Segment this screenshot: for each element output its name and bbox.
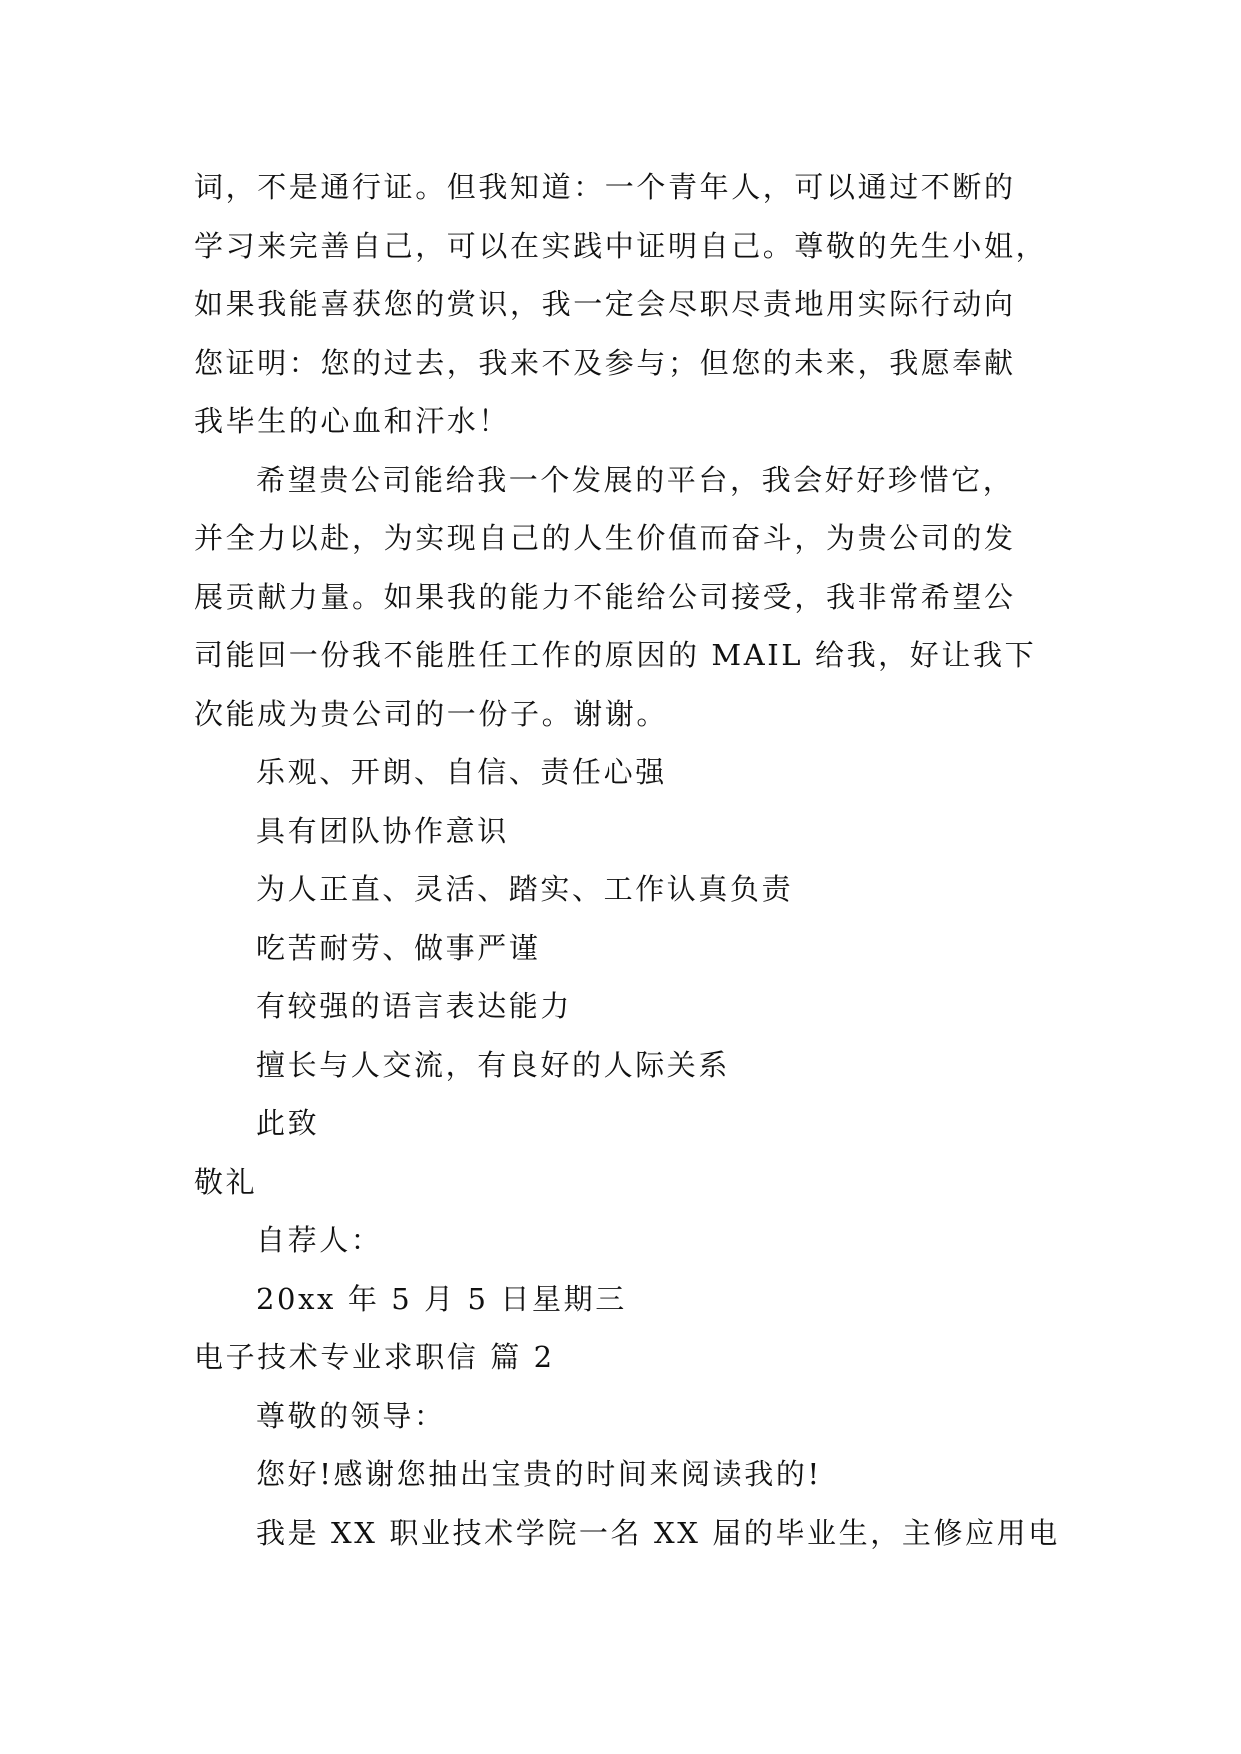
letter-date: 20xx 年 5 月 5 日星期三 — [256, 1281, 627, 1316]
paragraph-line: 学习来完善自己，可以在实践中证明自己。尊敬的先生小姐， — [194, 228, 1048, 263]
paragraph-line: 并全力以赴，为实现自己的人生价值而奋斗，为贵公司的发 — [194, 521, 1016, 555]
paragraph-line: 次能成为贵公司的一份子。谢谢。 — [194, 696, 669, 731]
paragraph-line: 我是 XX 职业技术学院一名 XX 届的毕业生，主修应用电 — [256, 1515, 1060, 1550]
paragraph-line: 您好!感谢您抽出宝贵的时间来阅读我的! — [256, 1457, 822, 1491]
paragraph-line: 您证明：您的过去，我来不及参与；但您的未来，我愿奉献 — [194, 345, 1016, 380]
closing-greeting: 此致 — [256, 1106, 320, 1140]
trait-item: 具有团队协作意识 — [256, 813, 509, 848]
section-heading: 电子技术专业求职信 篇 2 — [194, 1340, 555, 1374]
paragraph-line: 司能回一份我不能胜任工作的原因的 MAIL 给我，好让我下 — [194, 638, 1037, 672]
paragraph-line: 如果我能喜获您的赏识，我一定会尽职尽责地用实际行动向 — [194, 287, 1016, 321]
signature-label: 自荐人： — [256, 1223, 383, 1257]
salutation: 尊敬的领导： — [256, 1398, 446, 1433]
trait-item: 乐观、开朗、自信、责任心强 — [256, 755, 667, 789]
trait-item: 为人正直、灵活、踏实、工作认真负责 — [256, 872, 794, 906]
paragraph-line: 希望贵公司能给我一个发展的平台，我会好好珍惜它， — [256, 462, 1015, 497]
paragraph-line: 词，不是通行证。但我知道：一个青年人，可以通过不断的 — [194, 170, 1016, 204]
trait-item: 擅长与人交流，有良好的人际关系 — [256, 1047, 731, 1082]
paragraph-line: 展贡献力量。如果我的能力不能给公司接受，我非常希望公 — [194, 579, 1016, 614]
closing-salute: 敬礼 — [194, 1164, 258, 1199]
letter-body — [194, 158, 1064, 1562]
trait-item: 吃苦耐劳、做事严谨 — [256, 930, 541, 965]
paragraph-line: 我毕生的心血和汗水！ — [194, 404, 511, 438]
trait-item: 有较强的语言表达能力 — [256, 989, 573, 1023]
